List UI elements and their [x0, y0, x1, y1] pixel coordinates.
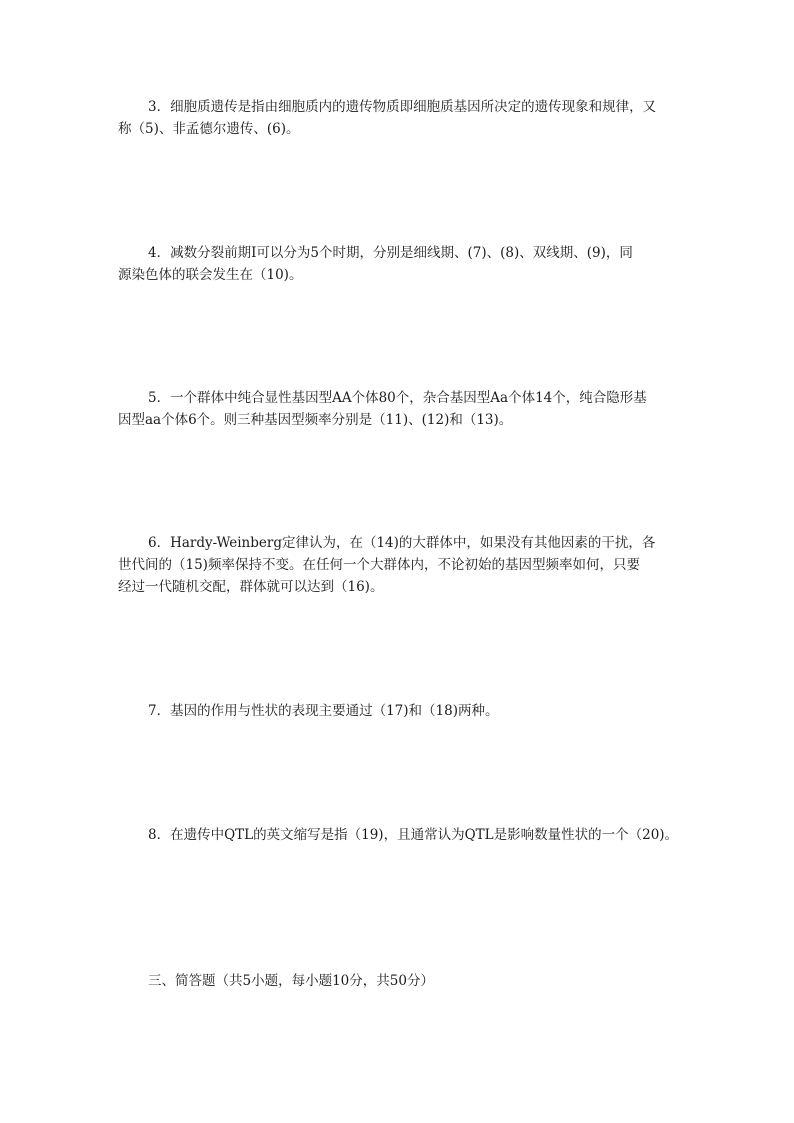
question-3 [118, 96, 688, 140]
section-3-heading [118, 970, 688, 992]
question-7 [118, 700, 688, 722]
question-4-line-1: 4．减数分裂前期Ⅰ可以分为5个时期，分别是细线期、(7)、(8)、双线期、(9)，同 [148, 245, 633, 261]
question-6-line-1: 6．Hardy-Weinberg定律认为，在（14)的大群体中，如果没有其他因素的干扰，各 [148, 535, 656, 551]
question-8-line-1: 8．在遗传中QTL的英文缩写是指（19)，且通常认为QTL是影响数量性状的一个（20)。 [148, 827, 679, 843]
question-3-line-1: 3．细胞质遗传是指由细胞质内的遗传物质即细胞质基因所决定的遗传现象和规律，又 [148, 99, 657, 115]
question-4 [118, 242, 688, 286]
section-3-title: 三、简答题（共5小题，每小题10分，共50分） [148, 973, 434, 989]
question-5 [118, 387, 688, 431]
question-7-line-1: 7．基因的作用与性状的表现主要通过（17)和（18)两种。 [148, 703, 499, 719]
question-6 [118, 532, 688, 598]
question-4-line-2: 源染色体的联会发生在（10)。 [118, 267, 303, 283]
question-6-line-3: 经过一代随机交配，群体就可以达到（16)。 [118, 579, 384, 595]
question-5-line-2: 因型aa个体6个。则三种基因型频率分别是（11)、(12)和（13)。 [118, 412, 513, 428]
question-6-line-2: 世代间的（15)频率保持不变。在任何一个大群体内，不论初始的基因型频率如何，只要 [118, 557, 640, 573]
question-5-line-1: 5．一个群体中纯合显性基因型AA个体80个，杂合基因型Aa个体14个，纯合隐形基 [148, 390, 647, 406]
question-3-line-2: 称（5)、非孟德尔遗传、(6)。 [118, 121, 300, 137]
question-8 [118, 824, 688, 846]
